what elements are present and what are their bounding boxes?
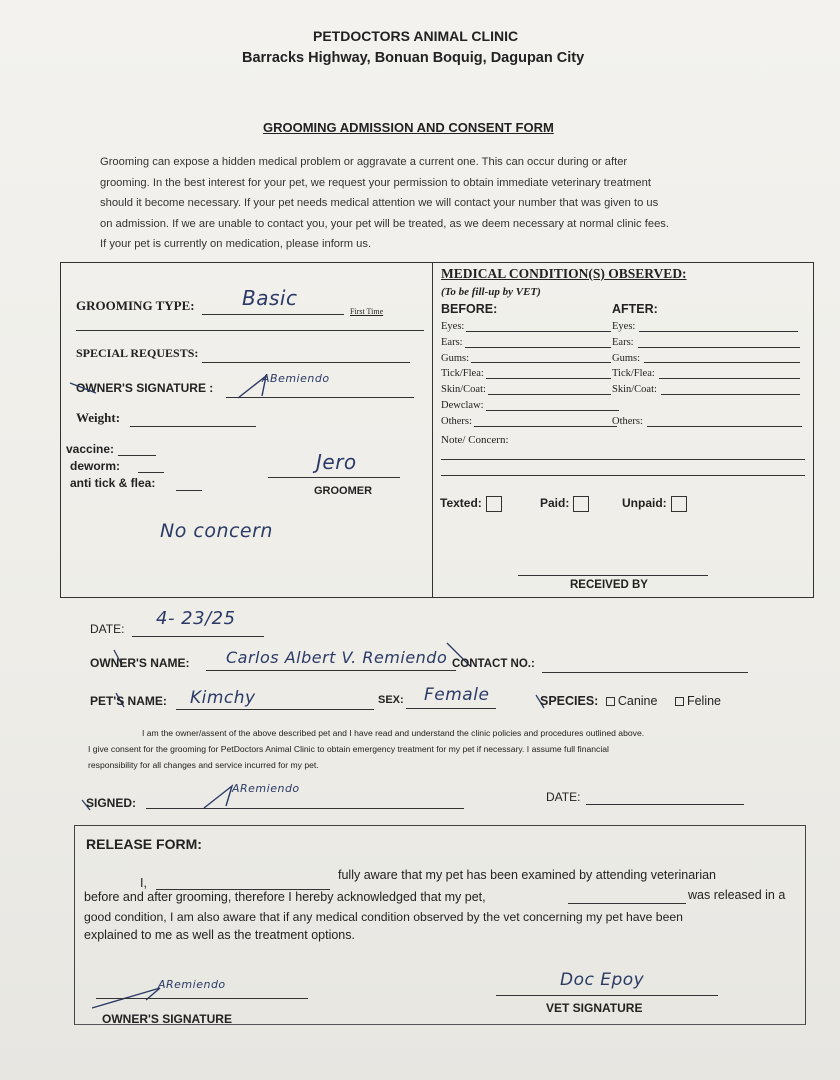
release-title: RELEASE FORM: bbox=[86, 836, 202, 852]
canine-checkbox[interactable] bbox=[606, 697, 615, 706]
date-field[interactable] bbox=[132, 636, 264, 637]
before-skincoat-label: Skin/Coat: bbox=[441, 384, 486, 396]
deworm-label: deworm: bbox=[70, 459, 121, 473]
after-label: AFTER: bbox=[612, 302, 658, 316]
pet-name-value: Kimchy bbox=[190, 688, 256, 708]
medical-subtitle: (To be fill-up by VET) bbox=[441, 286, 541, 298]
grooming-type-line-2 bbox=[76, 330, 424, 331]
anti-tick-label: anti tick & flea: bbox=[70, 476, 156, 490]
vaccine-label: vaccine: bbox=[66, 442, 115, 456]
release-i-label: I, bbox=[140, 876, 147, 890]
before-ears-label: Ears: bbox=[441, 336, 463, 348]
texted-checkbox[interactable] bbox=[486, 496, 502, 512]
before-dewclaw-field[interactable] bbox=[486, 410, 619, 411]
intro-line: should it become necessary. If your pet needs medical attention we will contact your number that was given to us bbox=[100, 197, 659, 209]
before-dewclaw-label: Dewclaw: bbox=[441, 399, 484, 411]
after-tickflea-field[interactable] bbox=[659, 378, 800, 379]
before-eyes-label: Eyes: bbox=[441, 321, 465, 332]
clinic-address: Barracks Highway, Bonuan Boquig, Dagupan City bbox=[242, 50, 585, 66]
unpaid-checkbox[interactable] bbox=[671, 496, 687, 512]
after-fields bbox=[612, 319, 802, 430]
sex-field[interactable] bbox=[406, 708, 496, 709]
release-owner-signature-line[interactable] bbox=[96, 998, 308, 999]
form-title: GROOMING ADMISSION AND CONSENT FORM bbox=[263, 120, 554, 135]
groomer-signature-value: Jero bbox=[316, 450, 357, 474]
note-concern-field[interactable] bbox=[441, 459, 805, 460]
anti-tick-field[interactable] bbox=[176, 490, 202, 491]
before-fields bbox=[441, 319, 619, 430]
release-line3: good condition, I am also aware that if any medical condition observed by the vet concerning my pet have been bbox=[84, 910, 683, 924]
paid-checkbox[interactable] bbox=[573, 496, 589, 512]
after-others-label: Others: bbox=[612, 415, 643, 427]
species-label: SPECIES: bbox=[540, 694, 599, 708]
release-line2a: before and after grooming, therefore I hereby acknowledged that my pet, bbox=[84, 890, 486, 904]
owner-signature-label: OWNER'S SIGNATURE : bbox=[76, 381, 214, 395]
owner-name-value: Carlos Albert V. Remiendo bbox=[226, 648, 448, 667]
owner-signature-value: ABemiendo bbox=[262, 372, 330, 385]
intro-line: grooming. In the best interest for your pet, we request your permission to obtain immediate veterinary treatment bbox=[100, 176, 651, 189]
signed-field[interactable] bbox=[146, 808, 464, 809]
after-skincoat-label: Skin/Coat: bbox=[612, 384, 657, 396]
signed-value: ARemiendo bbox=[232, 782, 300, 795]
before-tickflea-label: Tick/Flea: bbox=[441, 368, 484, 380]
pet-name-label: PET'S NAME: bbox=[90, 694, 167, 708]
feline-checkbox[interactable] bbox=[675, 697, 684, 706]
release-line2b: was released in a bbox=[688, 888, 786, 902]
after-ears-field[interactable] bbox=[638, 347, 800, 348]
release-pet-field[interactable] bbox=[568, 903, 686, 904]
weight-label: Weight: bbox=[76, 410, 121, 425]
table-divider bbox=[432, 263, 433, 597]
before-tickflea-field[interactable] bbox=[486, 378, 611, 379]
before-others-label: Others: bbox=[441, 415, 472, 427]
species-group bbox=[540, 694, 721, 708]
grooming-type-value: Basic bbox=[242, 286, 298, 310]
note-concern-label: Note/ Concern: bbox=[441, 434, 509, 446]
signed-date-label: DATE: bbox=[546, 790, 581, 804]
consent-line: responsibility for all changes and service incurred for my pet. bbox=[88, 760, 319, 770]
vet-signature-value: Doc Epoy bbox=[560, 970, 645, 990]
canine-label: Canine bbox=[617, 694, 658, 708]
handwritten-note: No concern bbox=[160, 520, 273, 542]
contact-field[interactable] bbox=[542, 672, 748, 673]
sex-value: Female bbox=[424, 685, 490, 705]
date-label: DATE: bbox=[90, 622, 125, 636]
medical-title: MEDICAL CONDITION(S) OBSERVED: bbox=[441, 266, 687, 281]
sex-label: SEX: bbox=[378, 694, 404, 706]
after-gums-label: Gums: bbox=[612, 352, 641, 364]
groomer-signature-line bbox=[268, 477, 400, 478]
received-by-line[interactable] bbox=[518, 575, 708, 576]
pet-name-field[interactable] bbox=[176, 709, 374, 710]
after-gums-field[interactable] bbox=[644, 362, 800, 363]
signed-label: SIGNED: bbox=[86, 796, 137, 810]
before-label: BEFORE: bbox=[441, 302, 498, 316]
paid-label: Paid: bbox=[540, 496, 570, 511]
before-others-field[interactable] bbox=[474, 426, 617, 427]
vaccine-field[interactable] bbox=[118, 455, 156, 456]
feline-label: Feline bbox=[686, 694, 721, 708]
intro-line: If your pet is currently on medication, please inform us. bbox=[100, 238, 372, 250]
owner-name-field[interactable] bbox=[206, 670, 456, 671]
release-owner-signature-label: OWNER'S SIGNATURE bbox=[102, 1012, 232, 1026]
owner-signature-field[interactable] bbox=[226, 397, 414, 398]
before-eyes-field[interactable] bbox=[466, 331, 611, 332]
intro-line: Grooming can expose a hidden medical problem or aggravate a current one. This can occur during or after bbox=[100, 156, 628, 168]
deworm-field[interactable] bbox=[138, 472, 164, 473]
owner-name-label: OWNER'S NAME: bbox=[90, 656, 190, 670]
texted-label: Texted: bbox=[440, 496, 482, 511]
vet-signature-label: VET SIGNATURE bbox=[546, 1001, 643, 1015]
signed-date-field[interactable] bbox=[586, 804, 744, 805]
vet-signature-line[interactable] bbox=[496, 995, 718, 996]
grooming-type-field[interactable] bbox=[202, 314, 344, 315]
date-value: 4- 23/25 bbox=[156, 608, 236, 629]
before-ears-field[interactable] bbox=[465, 347, 611, 348]
weight-field[interactable] bbox=[130, 426, 256, 427]
before-gums-label: Gums: bbox=[441, 352, 470, 364]
release-owner-signature-value: ARemiendo bbox=[158, 978, 226, 991]
unpaid-checkbox-group bbox=[622, 496, 687, 512]
after-tickflea-label: Tick/Flea: bbox=[612, 368, 655, 380]
groomer-label: GROOMER bbox=[314, 485, 373, 497]
special-requests-label: SPECIAL REQUESTS: bbox=[76, 346, 199, 360]
paid-checkbox-group bbox=[540, 496, 589, 512]
clinic-name: PETDOCTORS ANIMAL CLINIC bbox=[313, 28, 519, 44]
intro-paragraph bbox=[100, 152, 760, 255]
texted-checkbox-group bbox=[440, 496, 502, 512]
release-line1: fully aware that my pet has been examined by attending veterinarian bbox=[338, 868, 717, 882]
received-by-label: RECEIVED BY bbox=[570, 579, 648, 591]
consent-line: I give consent for the grooming for PetDoctors Animal Clinic to obtain emergency treatment for my pet if necessary. I assume full financial bbox=[88, 744, 609, 754]
after-eyes-field[interactable] bbox=[639, 331, 798, 332]
before-skincoat-field[interactable] bbox=[488, 394, 611, 395]
first-time-label: First Time bbox=[350, 307, 384, 316]
unpaid-label: Unpaid: bbox=[622, 496, 667, 511]
after-eyes-label: Eyes: bbox=[612, 321, 636, 332]
intro-line: on admission. If we are unable to contact you, your pet will be treated, as we deem necessary at normal clinic fees. bbox=[100, 217, 669, 230]
consent-line: I am the owner/assent of the above described pet and I have read and understand the clinic policies and procedures outlined above. bbox=[142, 728, 645, 738]
after-skincoat-field[interactable] bbox=[661, 394, 800, 395]
release-line4: explained to me as well as the treatment options. bbox=[84, 928, 355, 942]
grooming-type-label: GROOMING TYPE: bbox=[76, 298, 195, 313]
contact-label: CONTACT NO.: bbox=[452, 658, 535, 670]
after-others-field[interactable] bbox=[647, 426, 802, 427]
special-requests-field[interactable] bbox=[202, 362, 410, 363]
before-gums-field[interactable] bbox=[471, 362, 611, 363]
after-ears-label: Ears: bbox=[612, 336, 634, 348]
note-concern-field-2[interactable] bbox=[441, 475, 805, 476]
